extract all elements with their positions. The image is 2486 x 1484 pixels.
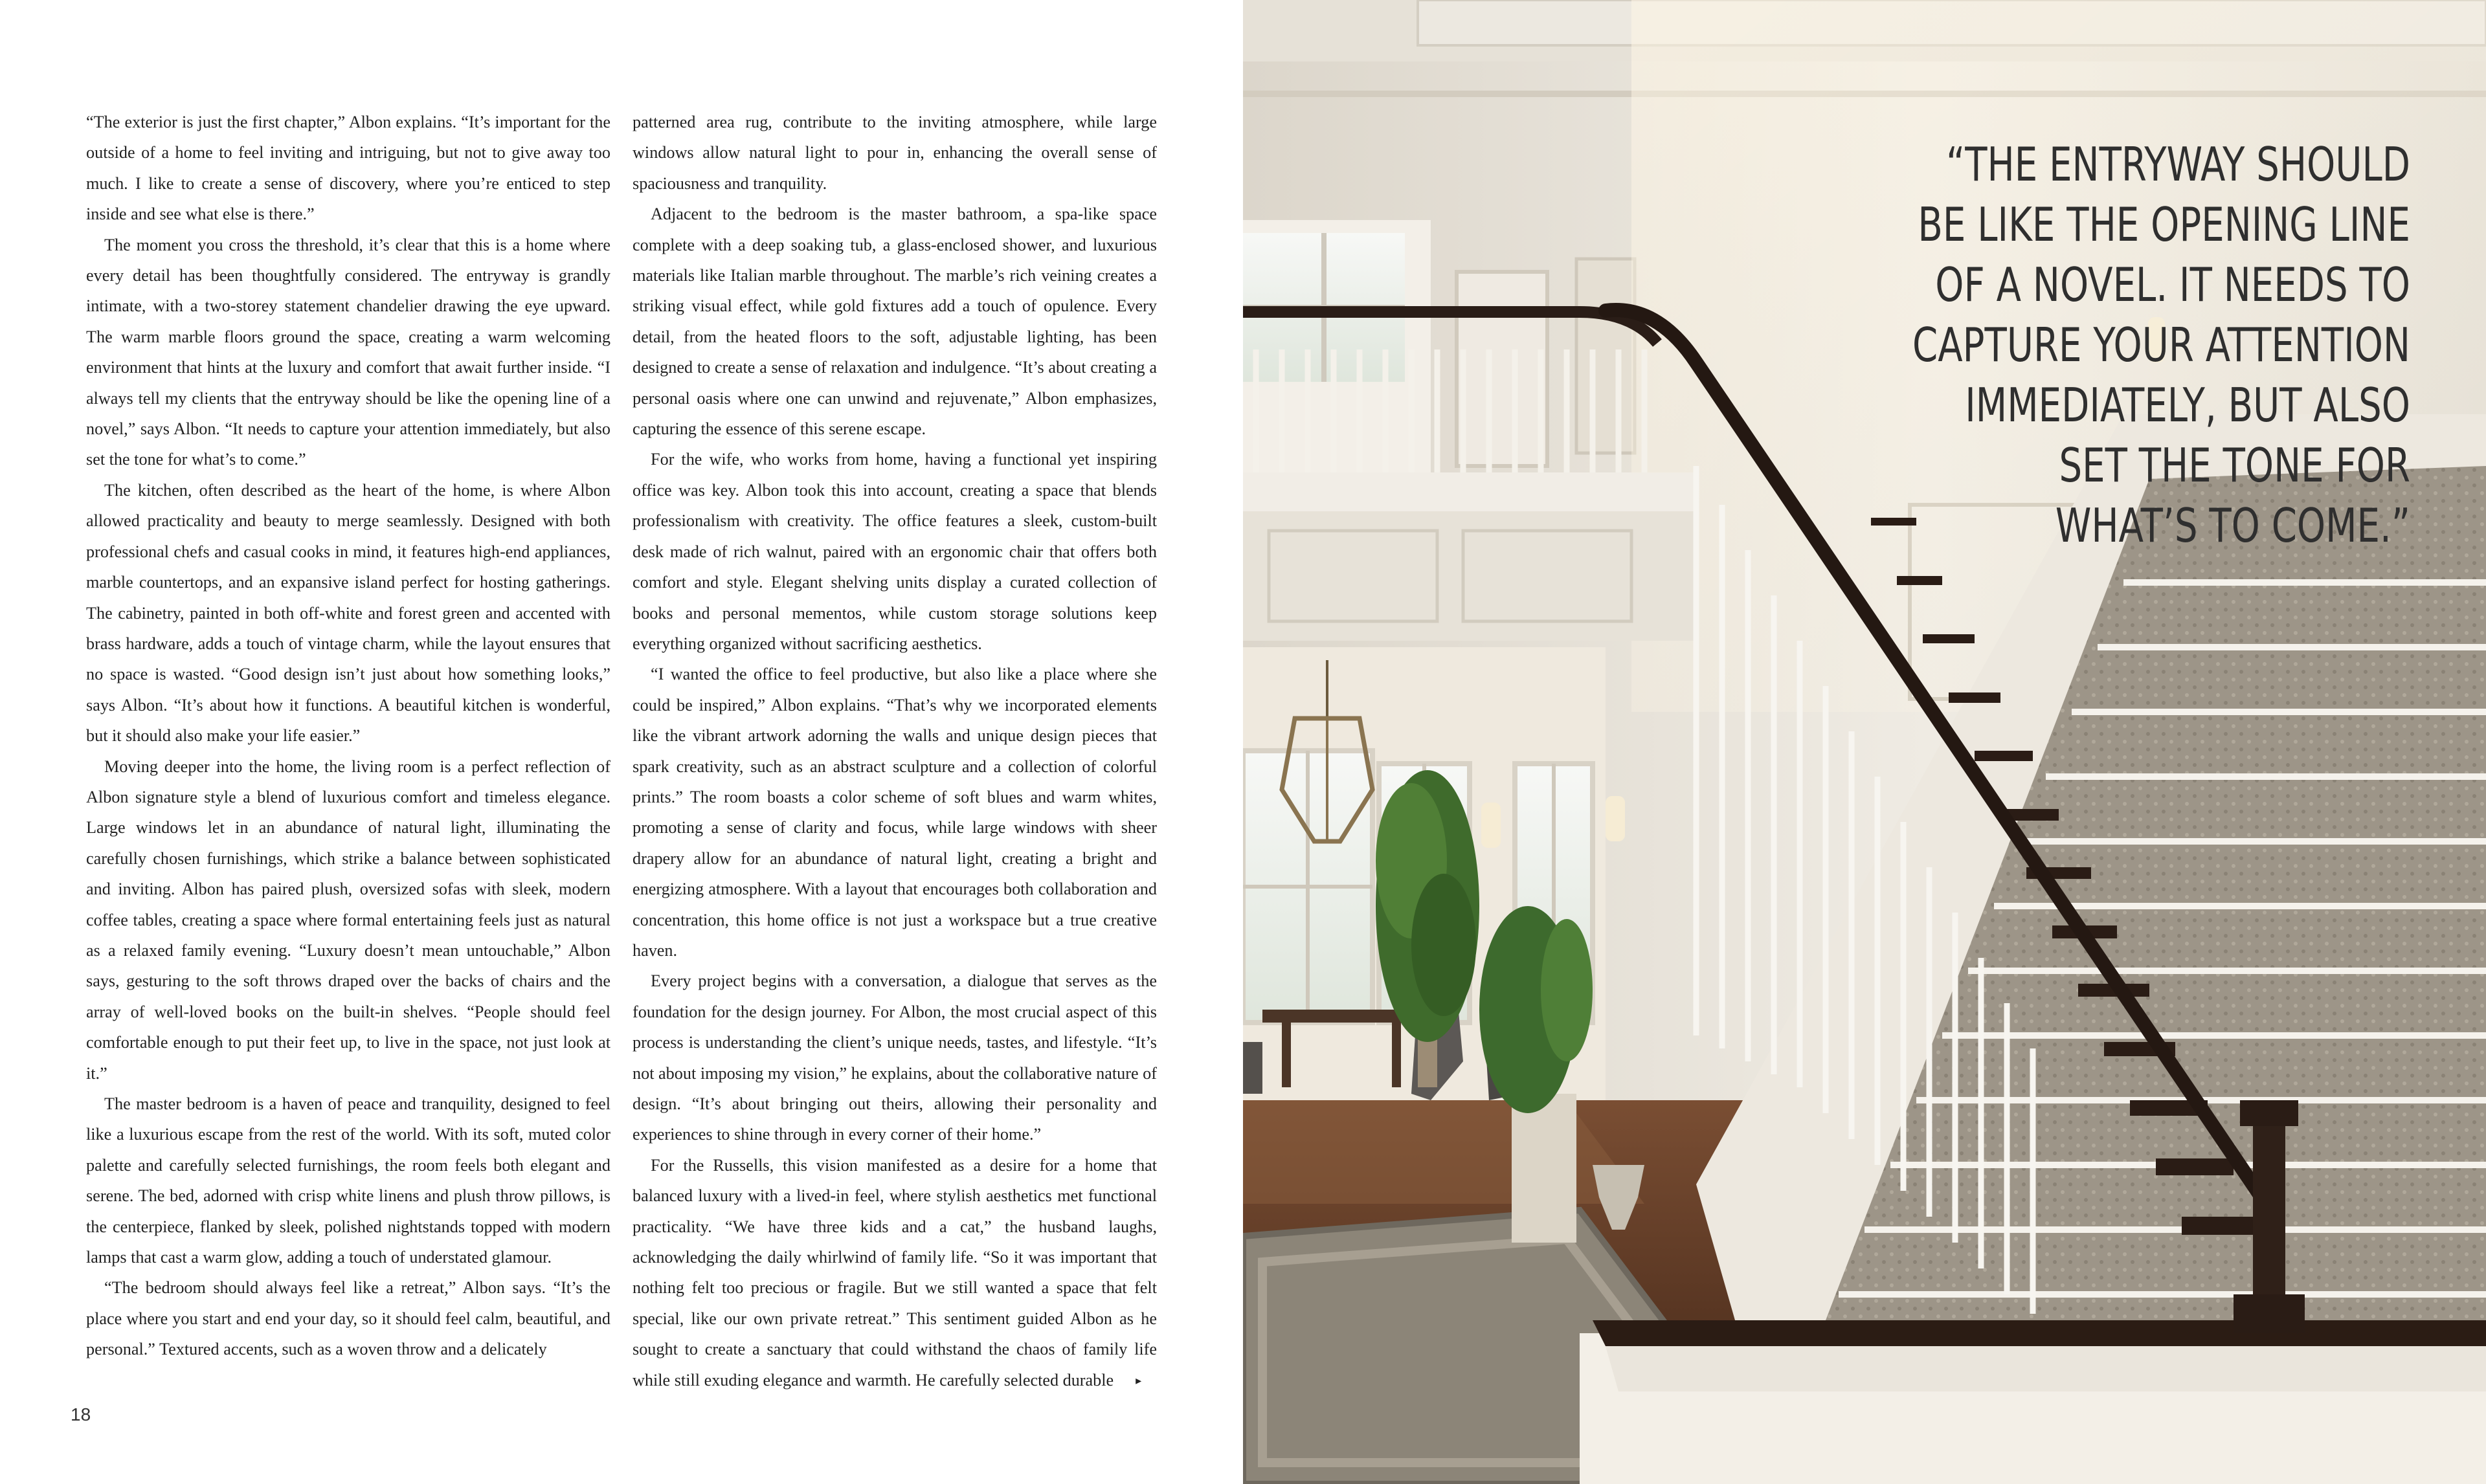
pull-quote: “THE ENTRYWAY SHOULD BE LIKE THE OPENING LINE OF A NOVEL. IT NEEDS TO CAPTURE YOUR ATTENTION IMMEDIATELY, BUT ALSO SET THE TONE FOR WHAT’S TO COME.” <box>1912 137 2410 553</box>
article-column-left <box>86 107 610 1365</box>
article-paragraph: patterned area rug, contribute to the inviting atmosphere, while large windows allow natural light to pour in, enhancing the overall sense of spaciousness and tranquility. <box>633 113 1157 193</box>
article-paragraph: Adjacent to the bedroom is the master bathroom, a spa-like space complete with a deep soaking tub, a glass-enclosed shower, and luxurious materials like Italian marble throughout. The marble’s rich veining creates a striking visual effect, while gold fixtures add a touch of opulence. Every detail, from the heated floors to the soft, adjustable lighting, has been designed to create a sense of relaxation and indulgence. “It’s about creating a personal oasis where one can unwind and rejuvenate,” Albon emphasizes, capturing the essence of this serene escape. <box>633 205 1157 439</box>
article-paragraph: For the wife, who works from home, having a functional yet inspiring office was key. Albon took this into account, creating a space that blends professionalism with creativity. The office features a sleek, custom-built desk made of rich walnut, paired with an ergonomic chair that offers both comfort and style. Elegant shelving units display a curated collection of books and personal mementos, while custom storage solutions keep everything organized without sacrificing aesthetics. <box>633 450 1157 653</box>
article-paragraph: Moving deeper into the home, the living room is a perfect reflection of Albon signature style a blend of luxurious comfort and timeless elegance. Large windows let in an abundance of natural light, illuminating the carefully chosen furnishings, which strike a balance between sophisticated and inviting. Albon has paired plush, oversized sofas with sleek, modern coffee tables, creating a space where formal entertaining feels just as natural as a relaxed family evening. “Luxury doesn’t mean untouchable,” Albon says, gesturing to the soft throws draped over the backs of chairs and the array of well-loved books on the built-in shelves. “People should feel comfortable enough to put their feet up, to live in the space, not just look at it.” <box>86 757 610 1083</box>
article-paragraph: “The bedroom should always feel like a retreat,” Albon says. “It’s the place where you start and end your day, so it should feel calm, beautiful, and personal.” Textured accents, such as a woven throw and a delicately <box>86 1278 610 1359</box>
page-number: 18 <box>71 1404 91 1424</box>
article-column-right <box>633 107 1157 1396</box>
staircase-photo <box>1243 0 2486 1484</box>
article-paragraph: The kitchen, often described as the heart of the home, is where Albon allowed practicality and beauty to merge seamlessly. Designed with both professional chefs and casual cooks in mind, it features high-end appliances, marble countertops, and an expansive island perfect for hosting gatherings. The cabinetry, painted in both off-white and forest green and accented with brass hardware, adds a touch of vintage charm, while the layout ensures that no space is wasted. “Good design isn’t just about how something looks,” says Albon. “It’s about how it functions. A beautiful kitchen is wonderful, but it should also make your life easier.” <box>86 480 610 746</box>
continue-arrow-icon: ▸ <box>1136 1373 1142 1387</box>
article-paragraph: For the Russells, this vision manifested as a desire for a home that balanced luxury with a lived-in feel, where stylish aesthetics met functional practicality. “We have three kids and a cat,” the husband laughs, acknowledging the daily whirlwind of family life. “So it was important that nothing felt too precious or fragile. But we still wanted a space that felt special, like our own private retreat.” This sentiment guided Albon as he sought to create a sanctuary that could withstand the chaos of family life while still exuding elegance and warmth. He carefully selected durable ▸ <box>633 1150 1157 1396</box>
article-paragraph: “The exterior is just the first chapter,” Albon explains. “It’s important for the outside of a home to feel inviting and intriguing, but not to give away too much. I like to create a sense of discovery, where you’re enticed to step inside and see what else is there.” <box>86 113 610 224</box>
article-paragraph: The moment you cross the threshold, it’s clear that this is a home where every detail has been thoughtfully considered. The entryway is grandly intimate, with a two-storey statement chandelier drawing the eye upward. The warm marble floors ground the space, creating a warm welcoming environment that hints at the luxury and comfort that await further inside. “I always tell my clients that the entryway should be like the opening line of a novel,” says Albon. “It needs to capture your attention immediately, but also set the tone for what’s to come.” <box>86 235 610 469</box>
article-paragraph: Every project begins with a conversation, a dialogue that serves as the foundation for the design journey. For Albon, the most crucial aspect of this process is understanding the client’s unique needs, tastes, and lifestyle. “It’s not about imposing my vision,” he explains, about the collaborative nature of design. “It’s about bringing out theirs, allowing their personality and experiences to shine through in every corner of their home.” <box>633 971 1157 1144</box>
article-paragraph: The master bedroom is a haven of peace and tranquility, designed to feel like a luxurious escape from the rest of the world. With its soft, muted color palette and carefully selected furnishings, the room feels both elegant and serene. The bed, adorned with crisp white linens and plush throw pillows, is the centerpiece, flanked by sleek, polished nightstands topped with modern lamps that cast a warm glow, adding a touch of understated glamour. <box>86 1094 610 1267</box>
article-paragraph: “I wanted the office to feel productive, but also like a place where she could be inspired,” Albon explains. “That’s why we incorporated elements like the vibrant artwork adorning the walls and unique design pieces that spark creativity, such as an abstract sculpture and a collection of colorful prints.” The room boasts a color scheme of soft blues and warm whites, promoting a sense of clarity and focus, while large windows with sheer drapery allow for an abundance of natural light, creating a bright and energizing atmosphere. With a layout that encourages both collaboration and concentration, this home office is not just a workspace but a true creative haven. <box>633 665 1157 960</box>
